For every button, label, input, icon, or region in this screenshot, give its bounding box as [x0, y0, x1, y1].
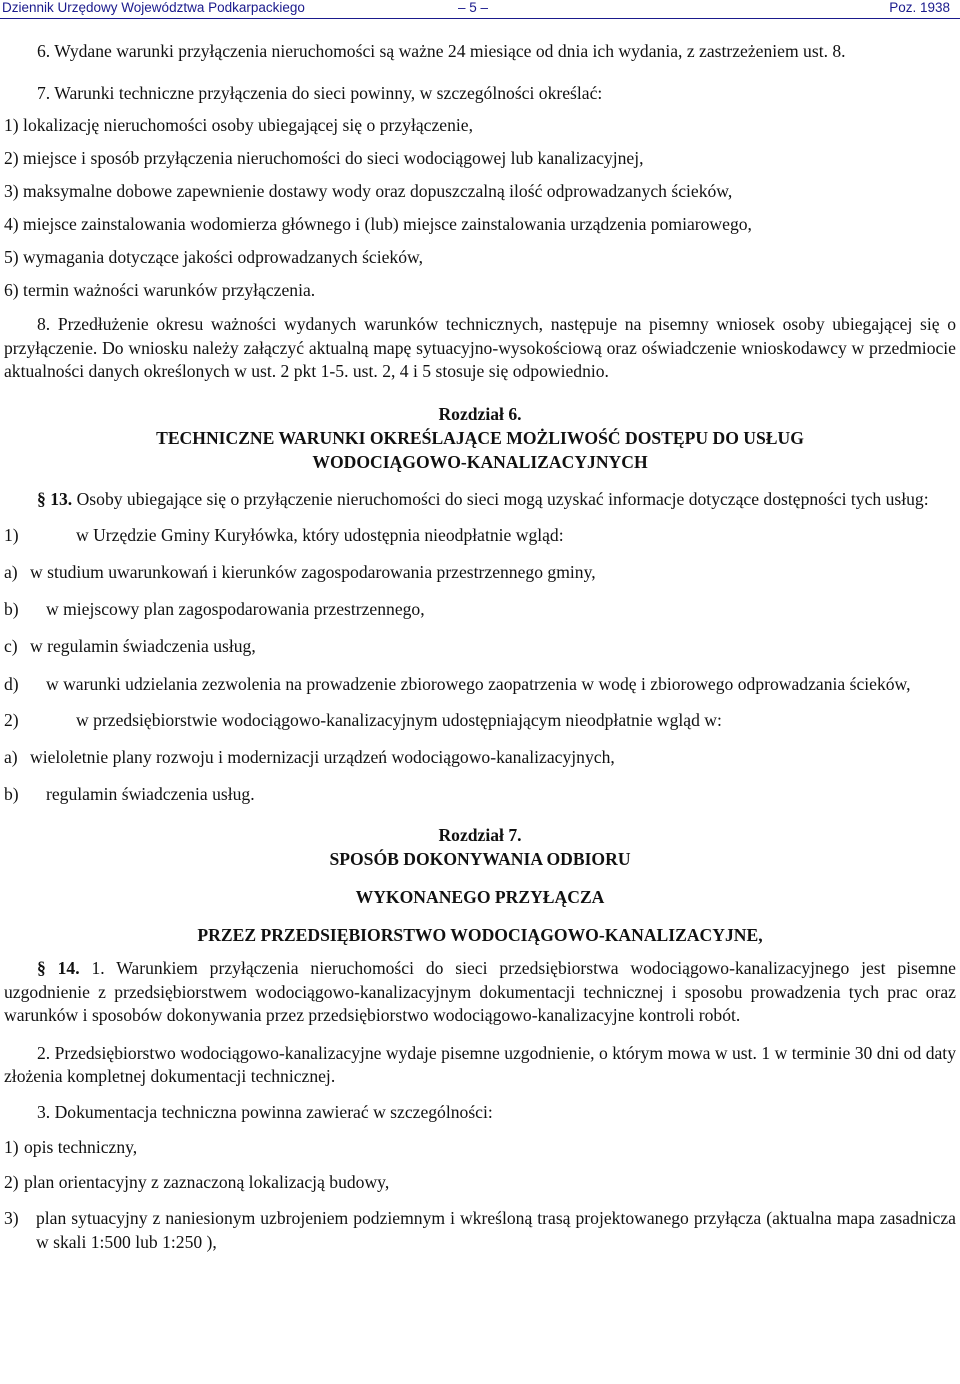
chapter-6-title-1: TECHNICZNE WARUNKI OKREŚLAJĄCE MOŻLIWOŚĆ DOSTĘPU DO USŁUG — [156, 427, 804, 448]
paragraph-14-3: 3. Dokumentacja techniczna powinna zawierać w szczególności: — [37, 1102, 493, 1123]
chapter-7-title-1: SPOSÓB DOKONYWANIA ODBIORU — [329, 849, 631, 870]
chapter-6-label: Rozdział 6. — [438, 403, 522, 424]
paragraph-number: § 13. — [37, 488, 73, 509]
paragraph-14 — [4, 957, 956, 1027]
paragraph-14-2: 2. Przedsiębiorstwo wodociągowo-kanalizacyjne wydaje pisemne uzgodnienie, o którym mowa w ust. 1 w terminie 30 dni od daty złożenia kompletnej dokumentacji technicznej. — [4, 1042, 956, 1087]
journal-name: Dziennik Urzędowy Województwa Podkarpackiego — [2, 0, 305, 15]
page-header — [0, 0, 960, 19]
list-item: 2) miejsce i sposób przyłączenia nieruchomości do sieci wodociągowej lub kanalizacyjnej, — [4, 148, 644, 169]
paragraph-13 — [4, 488, 956, 511]
document-body — [4, 40, 956, 1254]
list-item: a) w studium uwarunkowań i kierunków zagospodarowania przestrzennego gminy, — [4, 562, 596, 583]
section-7-lead: 7. Warunki techniczne przyłączenia do sieci powinny, w szczególności określać: — [37, 83, 603, 104]
list-item: 4) miejsce zainstalowania wodomierza głównego i (lub) miejsce zainstalowania urządzenia pomiarowego, — [4, 214, 752, 235]
chapter-7-title-2: WYKONANEGO PRZYŁĄCZA — [355, 887, 605, 908]
list-item: 2) w przedsiębiorstwie wodociągowo-kanalizacyjnym udostępniającym nieodpłatnie wgląd w: — [4, 710, 722, 731]
list-item: 5) wymagania dotyczące jakości odprowadzanych ścieków, — [4, 247, 423, 268]
paragraph-text: 1. Warunkiem przyłączenia nieruchomości do sieci przedsiębiorstwa wodociągowo-kanalizacyjnego jest pisemne uzgodnienie z przedsiębiorstwem wodociągowo-kanalizacyjnym dokumentacji technicznej i sposobu prowadzenia tych prac oraz warunków i sposobów dokonywania przez przedsiębiorstwo wodociągowo-kanalizacyjne kontroli robót. — [4, 958, 956, 1026]
list-item: 2) plan orientacyjny z zaznaczoną lokalizacją budowy, — [4, 1172, 390, 1193]
list-item: b) regulamin świadczenia usług. — [4, 784, 255, 805]
list-item: 3) plan sytuacyjny z naniesionym uzbrojeniem podziemnym i wkreśloną trasą projektowanego przyłącza (aktualna mapa zasadnicza w skali 1:500 lub 1:250 ), — [4, 1208, 956, 1252]
list-item: 3) maksymalne dobowe zapewnienie dostawy wody oraz dopuszczalną ilość odprowadzanych ścieków, — [4, 181, 733, 202]
list-item: a) wieloletnie plany rozwoju i modernizacji urządzeń wodociągowo-kanalizacyjnych, — [4, 747, 615, 768]
chapter-6-title-2: WODOCIĄGOWO-KANALIZACYJNYCH — [312, 451, 648, 472]
chapter-7-label: Rozdział 7. — [438, 825, 522, 846]
chapter-7-title-3: PRZEZ PRZEDSIĘBIORSTWO WODOCIĄGOWO-KANALIZACYJNE, — [197, 925, 763, 946]
list-item: 1) opis techniczny, — [4, 1137, 138, 1158]
section-8: 8. Przedłużenie okresu ważności wydanych warunków technicznych, następuje na pisemny wniosek osoby ubiegającej się o przyłączenie. Do wniosku należy załączyć aktualną mapę sytuacyjno-wysokościową oraz oświadczenie wnioskodawcy w przedmiocie aktualności danych określonych w ust. 2 pkt 1-5. ust. 2, 4 i 5 stosuje się odpowiednio. — [4, 314, 956, 382]
paragraph-number: § 14. — [37, 958, 80, 979]
list-item: d) w warunki udzielania zezwolenia na prowadzenie zbiorowego zaopatrzenia w wodę i zbiorowego odprowadzania ścieków, — [4, 674, 911, 695]
list-item: 1) w Urzędzie Gminy Kuryłówka, który udostępnia nieodpłatnie wgląd: — [4, 525, 564, 546]
section-6: 6. Wydane warunki przyłączenia nieruchomości są ważne 24 miesiące od dnia ich wydania, z zastrzeżeniem ust. 8. — [37, 41, 846, 61]
position-number: Poz. 1938 — [889, 0, 950, 15]
list-item: 6) termin ważności warunków przyłączenia. — [4, 280, 316, 301]
paragraph-text: Osoby ubiegające się o przyłączenie nieruchomości do sieci mogą uzyskać informacje dotyczące dostępności tych usług: — [76, 488, 929, 509]
list-item: 1) lokalizację nieruchomości osoby ubiegającej się o przyłączenie, — [4, 115, 473, 136]
page-number: – 5 – — [458, 0, 489, 15]
list-item: c) w regulamin świadczenia usług, — [4, 636, 256, 657]
list-item: b) w miejscowy plan zagospodarowania przestrzennego, — [4, 599, 425, 620]
